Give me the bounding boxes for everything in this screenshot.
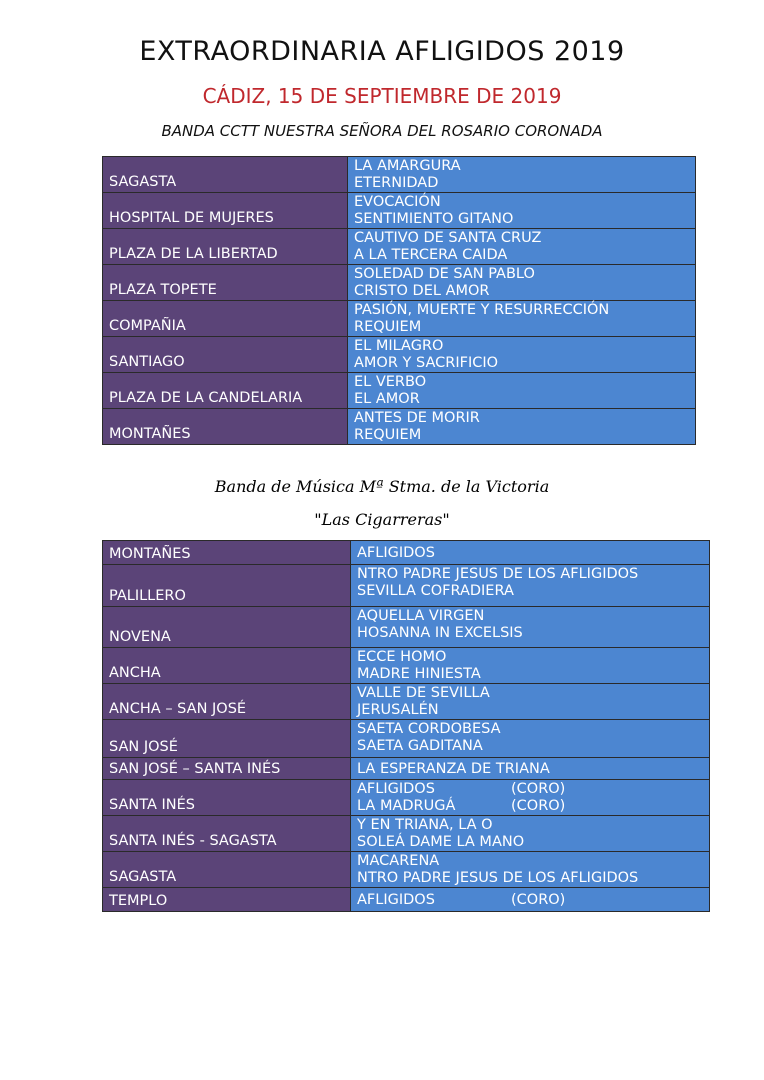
route-row [103, 409, 696, 445]
march-title: LA MADRUGÁ (CORO) [357, 798, 566, 814]
march-title: EVOCACIÓN [354, 194, 441, 210]
location-cell: PALILLERO [103, 565, 351, 607]
march-title: AQUELLA VIRGEN [357, 608, 485, 624]
marches-cell [351, 565, 710, 607]
march-title: SOLEDAD DE SAN PABLO [354, 266, 535, 282]
location-cell: COMPAÑIA [103, 301, 348, 337]
march-title: SAETA CORDOBESA [357, 721, 501, 737]
route-row [103, 684, 710, 720]
marches-cell [351, 541, 710, 565]
march-title: NTRO PADRE JESUS DE LOS AFLIGIDOS [357, 870, 639, 886]
march-title: Y EN TRIANA, LA O [357, 817, 493, 833]
march-title: NTRO PADRE JESUS DE LOS AFLIGIDOS [357, 566, 639, 582]
march-title: MADRE HINIESTA [357, 666, 481, 682]
location-cell: SANTIAGO [103, 337, 348, 373]
marches-cell [348, 193, 696, 229]
marches-cell [348, 265, 696, 301]
band2-nickname: "Las Cigarreras" [314, 510, 450, 529]
march-title: EL VERBO [354, 374, 427, 390]
march-title: LA ESPERANZA DE TRIANA [357, 760, 550, 777]
march-title: EL MILAGRO [354, 338, 444, 354]
route-row [103, 780, 710, 816]
marches-cell [351, 720, 710, 758]
march-title: LA AMARGURA [354, 158, 461, 174]
page-title: EXTRAORDINARIA AFLIGIDOS 2019 [139, 36, 625, 67]
location-cell: SANTA INÉS [103, 780, 351, 816]
march-title: PASIÓN, MUERTE Y RESURRECCIÓN [354, 302, 610, 318]
location-cell: MONTAÑES [103, 541, 351, 565]
route-row [103, 888, 710, 912]
location-cell: PLAZA DE LA LIBERTAD [103, 229, 348, 265]
march-title: SEVILLA COFRADIERA [357, 583, 514, 599]
route-row [103, 373, 696, 409]
march-title: SOLEÁ DAME LA MANO [357, 834, 525, 850]
march-title: AFLIGIDOS [357, 544, 435, 561]
band2-name: Banda de Música Mª Stma. de la Victoria [214, 477, 550, 496]
marches-cell [351, 888, 710, 912]
route-row [103, 193, 696, 229]
march-title: A LA TERCERA CAIDA [354, 247, 508, 263]
march-title: JERUSALÉN [357, 702, 439, 718]
band2-route-table [102, 540, 710, 912]
band1-name: BANDA CCTT NUESTRA SEÑORA DEL ROSARIO CORONADA [161, 122, 603, 140]
route-row [103, 607, 710, 648]
march-title: AFLIGIDOS (CORO) [357, 891, 566, 908]
location-cell: HOSPITAL DE MUJERES [103, 193, 348, 229]
route-row [103, 720, 710, 758]
route-row [103, 648, 710, 684]
location-cell: SAGASTA [103, 852, 351, 888]
march-title: CAUTIVO DE SANTA CRUZ [354, 230, 542, 246]
march-title: ECCE HOMO [357, 649, 447, 665]
march-title: REQUIEM [354, 319, 422, 335]
route-row [103, 337, 696, 373]
march-title: REQUIEM [354, 427, 422, 443]
march-title: SENTIMIENTO GITANO [354, 211, 514, 227]
location-cell: SAN JOSÉ – SANTA INÉS [103, 758, 351, 780]
event-date-subtitle: CÁDIZ, 15 DE SEPTIEMBRE DE 2019 [202, 84, 562, 108]
band1-route-table [102, 156, 696, 445]
choir-note: (CORO) [511, 798, 566, 814]
march-title: AFLIGIDOS (CORO) [357, 781, 566, 797]
march-title: MACARENA [357, 853, 440, 869]
choir-note: (CORO) [511, 781, 566, 797]
location-cell: PLAZA TOPETE [103, 265, 348, 301]
location-cell: MONTAÑES [103, 409, 348, 445]
marches-cell [348, 409, 696, 445]
marches-cell [351, 758, 710, 780]
route-row [103, 816, 710, 852]
march-title: ANTES DE MORIR [354, 410, 480, 426]
marches-cell [351, 684, 710, 720]
location-cell: ANCHA [103, 648, 351, 684]
march-title: CRISTO DEL AMOR [354, 283, 490, 299]
march-title: VALLE DE SEVILLA [357, 685, 490, 701]
marches-cell [348, 337, 696, 373]
marches-cell [348, 229, 696, 265]
location-cell: NOVENA [103, 607, 351, 648]
route-row [103, 565, 710, 607]
location-cell: SAGASTA [103, 157, 348, 193]
route-row [103, 157, 696, 193]
marches-cell [348, 301, 696, 337]
route-row [103, 265, 696, 301]
route-row [103, 758, 710, 780]
march-title: SAETA GADITANA [357, 738, 483, 754]
route-row [103, 301, 696, 337]
marches-cell [351, 780, 710, 816]
route-row [103, 852, 710, 888]
march-title: ETERNIDAD [354, 175, 439, 191]
location-cell: ANCHA – SAN JOSÉ [103, 684, 351, 720]
marches-cell [348, 157, 696, 193]
route-row [103, 541, 710, 565]
marches-cell [351, 816, 710, 852]
marches-cell [348, 373, 696, 409]
marches-cell [351, 648, 710, 684]
march-title: AMOR Y SACRIFICIO [354, 355, 499, 371]
location-cell: TEMPLO [103, 888, 351, 912]
march-title: HOSANNA IN EXCELSIS [357, 625, 523, 641]
location-cell: SAN JOSÉ [103, 720, 351, 758]
marches-cell [351, 852, 710, 888]
location-cell: PLAZA DE LA CANDELARIA [103, 373, 348, 409]
march-title: EL AMOR [354, 391, 420, 407]
route-row [103, 229, 696, 265]
location-cell: SANTA INÉS - SAGASTA [103, 816, 351, 852]
marches-cell [351, 607, 710, 648]
choir-note: (CORO) [511, 891, 566, 908]
